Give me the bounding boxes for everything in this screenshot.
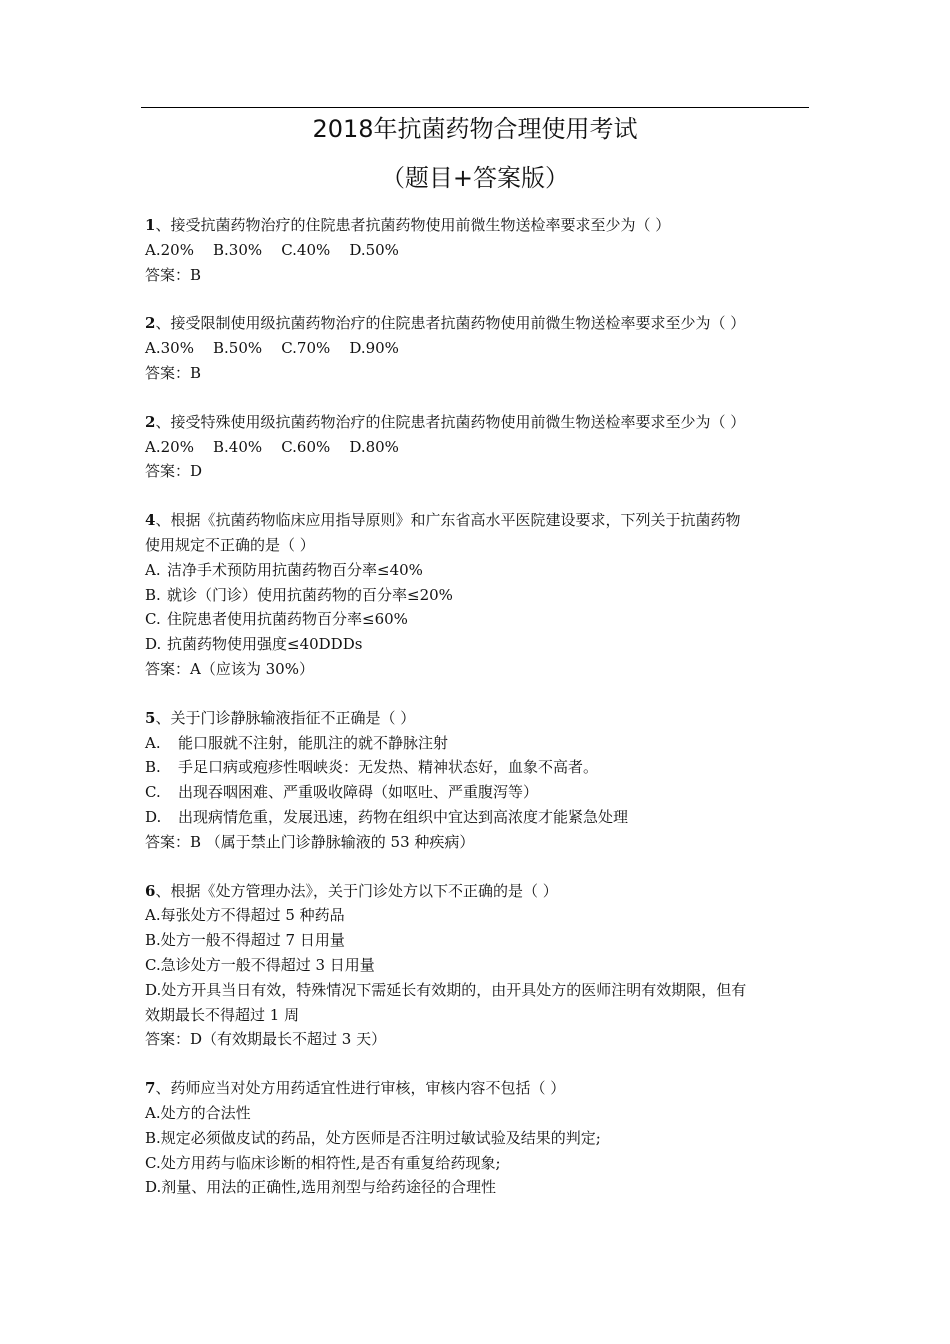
question-answer: 答案：B bbox=[145, 363, 202, 382]
document-title: 2018年抗菌药物合理使用考试 bbox=[312, 115, 638, 143]
question-text: 、关于门诊静脉输液指征不正确是（ ） bbox=[155, 708, 416, 727]
question-answer: 答案：A（应该为 30%） bbox=[145, 659, 314, 678]
option-a: A.处方的合法性 bbox=[145, 1103, 251, 1122]
header-rule bbox=[141, 107, 809, 108]
question-list bbox=[145, 213, 810, 1224]
question-number: 2 bbox=[145, 314, 156, 333]
option-b: B.处方一般不得超过 7 日用量 bbox=[145, 931, 345, 950]
question-5 bbox=[145, 706, 810, 855]
option-b: B. 手足口病或疱疹性咽峡炎：无发热、精神状态好，血象不高者。 bbox=[145, 758, 599, 777]
question-1 bbox=[145, 213, 810, 287]
option-c: C.处方用药与临床诊断的相符性,是否有重复给药现象; bbox=[145, 1153, 501, 1172]
option-d: D.处方开具当日有效，特殊情况下需延长有效期的，由开具处方的医师注明有效期限，但有 bbox=[145, 980, 747, 999]
document-subtitle: （题目+答案版） bbox=[380, 164, 570, 192]
option-d: D. 出现病情危重，发展迅速，药物在组织中宜达到高浓度才能紧急处理 bbox=[145, 807, 629, 826]
question-answer: 答案：D bbox=[145, 462, 203, 481]
question-number: 4 bbox=[145, 511, 156, 530]
question-6 bbox=[145, 879, 810, 1053]
question-text: 、根据《抗菌药物临床应用指导原则》和广东省高水平医院建设要求，下列关于抗菌药物 bbox=[155, 511, 741, 530]
question-text: 、药师应当对处方用药适宜性进行审核，审核内容不包括（ ） bbox=[155, 1079, 566, 1098]
question-answer: 答案：B bbox=[145, 265, 202, 284]
question-text-continued: 使用规定不正确的是（ ） bbox=[145, 535, 315, 554]
option-c: C.急诊处方一般不得超过 3 日用量 bbox=[145, 955, 375, 974]
option-a: A.每张处方不得超过 5 种药品 bbox=[145, 906, 345, 925]
question-number: 6 bbox=[145, 881, 156, 900]
question-number: 5 bbox=[145, 708, 156, 727]
option-b: B. 就诊（门诊）使用抗菌药物的百分率≤20% bbox=[145, 585, 453, 604]
question-answer: 答案：B （属于禁止门诊静脉输液的 53 种疾病） bbox=[145, 832, 475, 851]
option-a: A. 洁净手术预防用抗菌药物百分率≤40% bbox=[145, 560, 423, 579]
question-text: 、接受抗菌药物治疗的住院患者抗菌药物使用前微生物送检率要求至少为（ ） bbox=[155, 216, 671, 234]
option-c: C. 出现吞咽困难、严重吸收障碍（如呕吐、严重腹泻等） bbox=[145, 783, 539, 802]
option-d-continued: 效期最长不得超过 1 周 bbox=[145, 1005, 300, 1024]
question-text: 、接受限制使用级抗菌药物治疗的住院患者抗菌药物使用前微生物送检率要求至少为（ ） bbox=[155, 314, 746, 333]
option-c: C. 住院患者使用抗菌药物百分率≤60% bbox=[145, 610, 408, 629]
question-4 bbox=[145, 508, 810, 682]
question-7 bbox=[145, 1076, 810, 1200]
question-options: A.20% B.40% C.60% D.80% bbox=[145, 437, 399, 456]
question-number: 2 bbox=[145, 412, 156, 431]
question-answer: 答案：D（有效期最长不超过 3 天） bbox=[145, 1030, 387, 1049]
option-a: A. 能口服就不注射，能肌注的就不静脉注射 bbox=[145, 733, 449, 752]
question-2 bbox=[145, 311, 810, 385]
question-number: 7 bbox=[145, 1079, 156, 1098]
option-b: B.规定必须做皮试的药品，处方医师是否注明过敏试验及结果的判定; bbox=[145, 1128, 601, 1147]
option-d: D. 抗菌药物使用强度≤40DDDs bbox=[145, 635, 363, 654]
question-options: A.30% B.50% C.70% D.90% bbox=[145, 339, 399, 358]
question-3 bbox=[145, 410, 810, 484]
question-text: 、根据《处方管理办法》，关于门诊处方以下不正确的是（ ） bbox=[155, 881, 558, 900]
option-d: D.剂量、用法的正确性,选用剂型与给药途径的合理性 bbox=[145, 1178, 497, 1197]
question-text: 、接受特殊使用级抗菌药物治疗的住院患者抗菌药物使用前微生物送检率要求至少为（ ） bbox=[155, 412, 746, 431]
question-number: 1 bbox=[145, 216, 156, 234]
question-options: A.20% B.30% C.40% D.50% bbox=[145, 240, 399, 259]
